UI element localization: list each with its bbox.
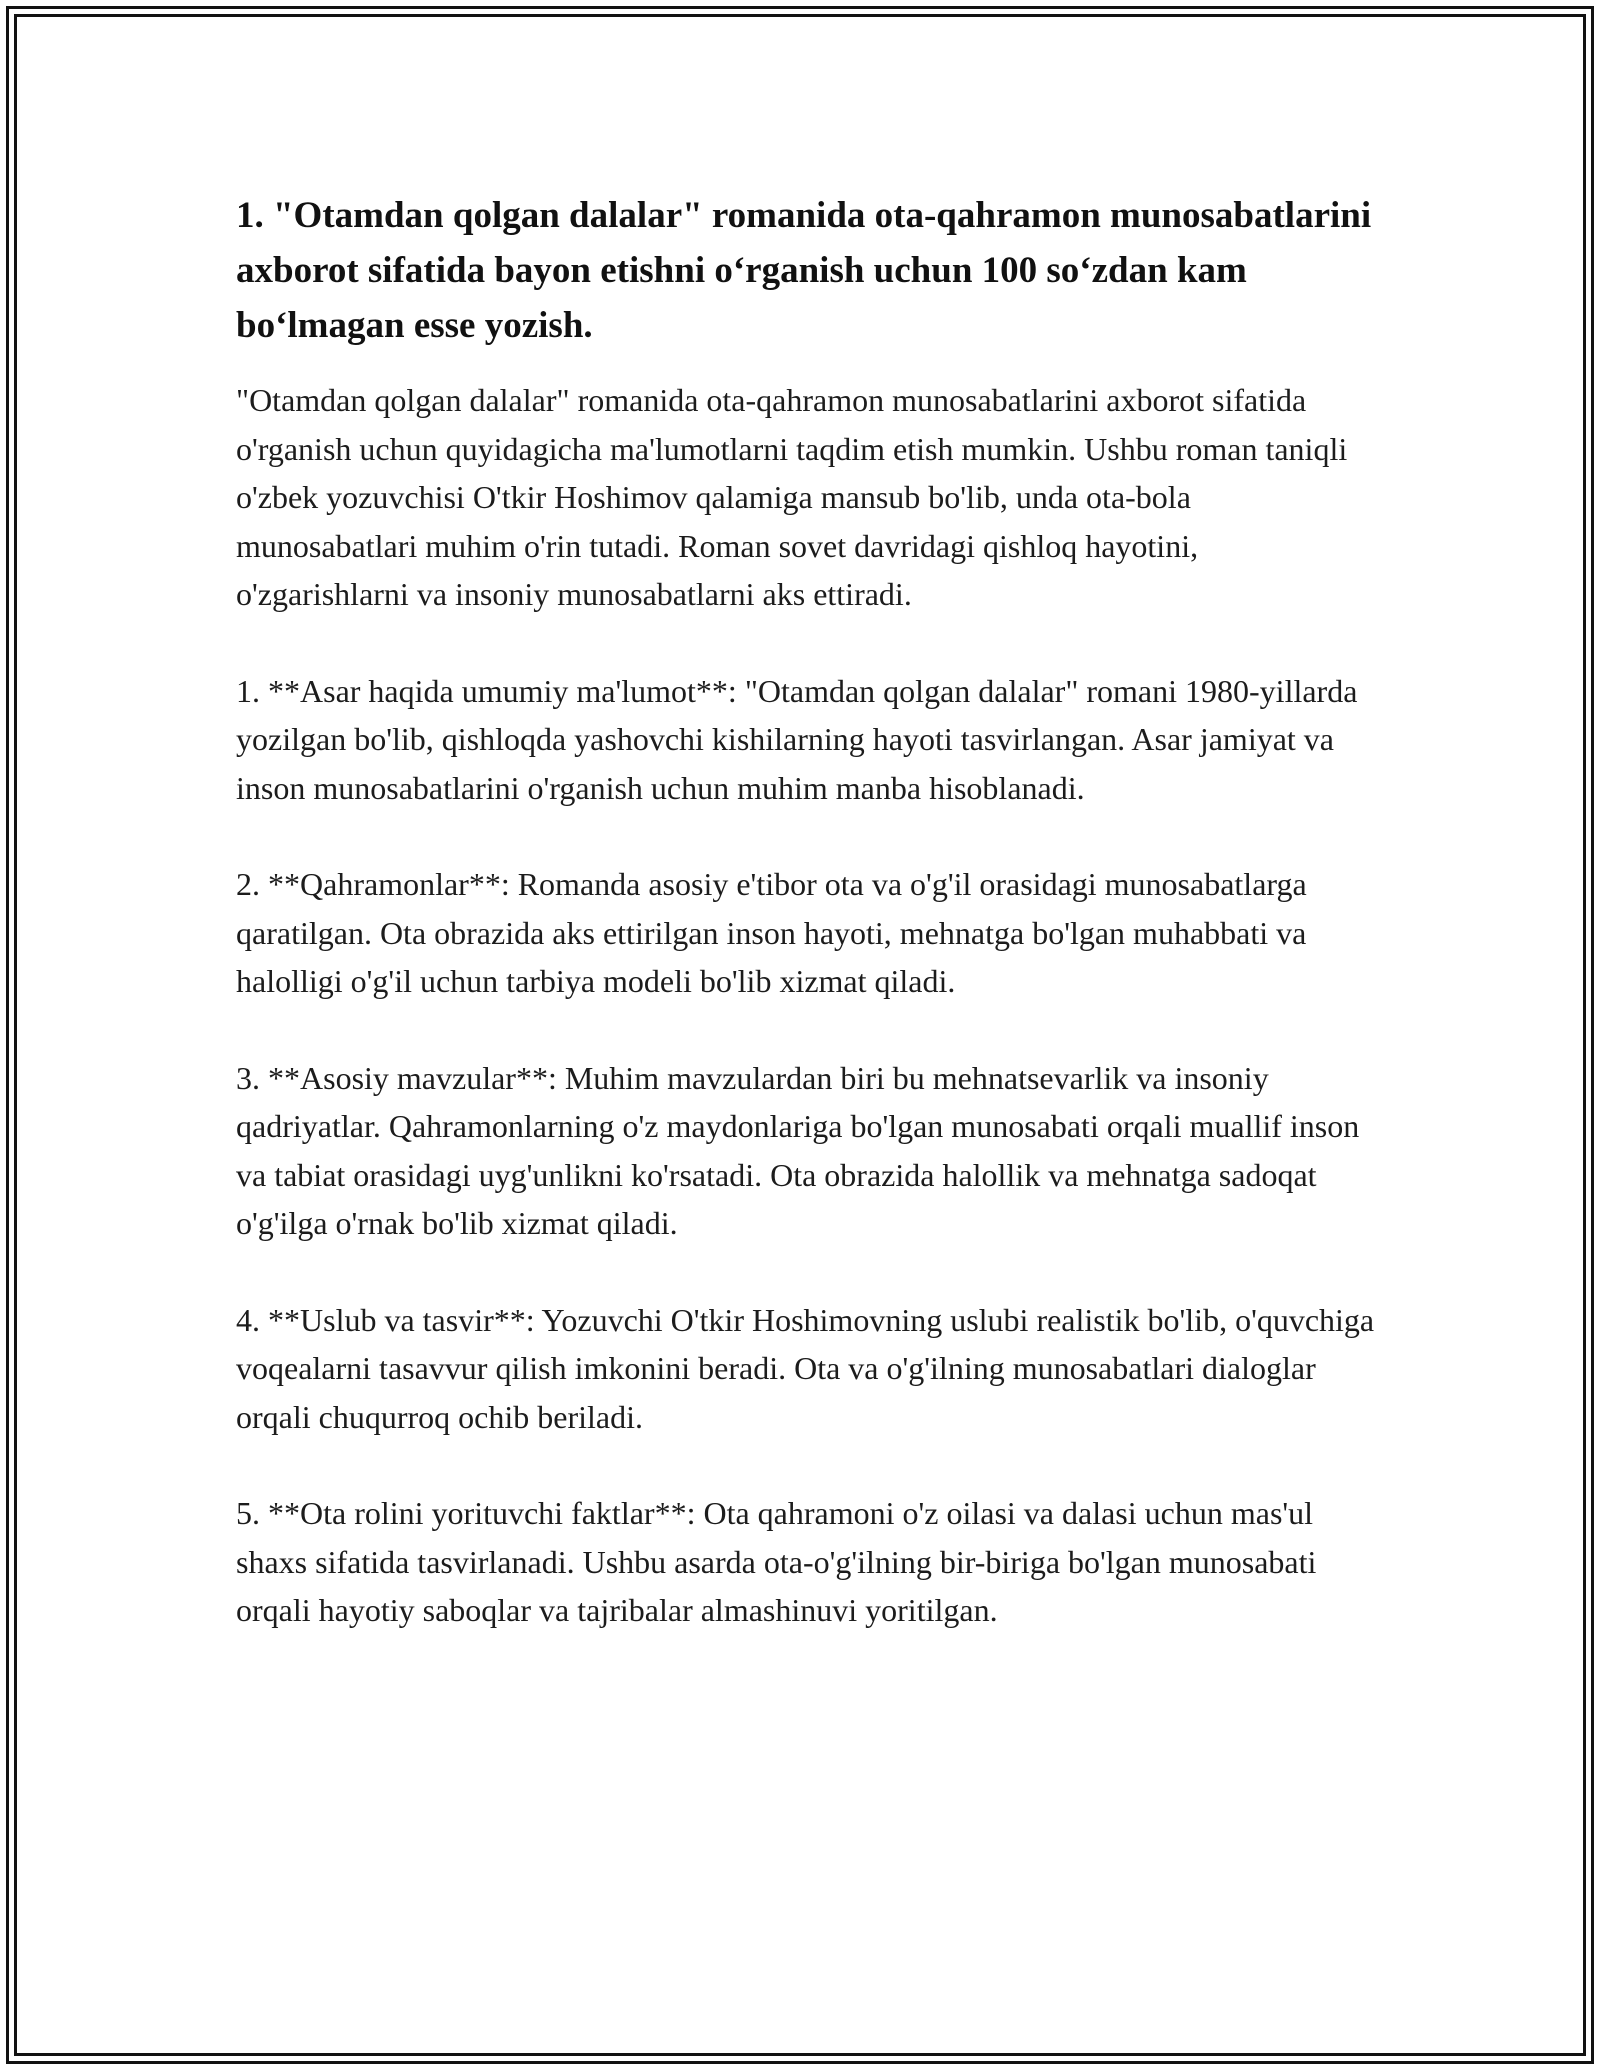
list-item-3: 3. **Asosiy mavzular**: Muhim mavzulardan biri bu mehnatsevarlik va insoniy qadriyatlar. Qahramonlarning o'z maydonlariga bo'lgan munosabati orqali muallif inson va tabiat orasidagi uyg'unlikni ko'rsatadi. Ota obrazida halollik va mehnatga sadoqat o'g'ilga o'rnak bo'lib xizmat qiladi.: [236, 1059, 1360, 1241]
list-item-5: 5. **Ota rolini yorituvchi faktlar**: Ota qahramoni o'z oilasi va dalasi uchun mas'ul shaxs sifatida tasvirlanadi. Ushbu asarda ota-o'g'ilning bir-biriga bo'lgan munosabati orqali hayotiy saboqlar va tajribalar almashinuvi yoritilgan.: [236, 1495, 1317, 1628]
document-body: [236, 188, 1376, 1635]
list-item-4: 4. **Uslub va tasvir**: Yozuvchi O'tkir Hoshimovning uslubi realistik bo'lib, o'quvchiga voqealarni tasavvur qilish imkonini beradi. Ota va o'g'ilning munosabatlari dialoglar orqali chuqurroq ochib beriladi.: [236, 1301, 1375, 1435]
list-item-1: 1. **Asar haqida umumiy ma'lumot**: "Otamdan qolgan dalalar" romani 1980-yillarda yozilgan bo'lib, qishloqda yashovchi kishilarning hayoti tasvirlangan. Asar jamiyat va inson munosabatlarini o'rganish uchun muhim manba hisoblanadi.: [236, 672, 1358, 806]
essay-title: 1. "Otamdan qolgan dalalar" romanida ota-qahramon munosabatlarini axborot sifatida bayon etishni o‘rganish uchun 100 so‘zdan kam bo‘lmagan esse yozish.: [236, 195, 1372, 346]
list-item-2: 2. **Qahramonlar**: Romanda asosiy e'tibor ota va o'g'il orasidagi munosabatlarga qaratilgan. Ota obrazida aks ettirilgan inson hayoti, mehnatga bo'lgan muhabbati va halolligi o'g'il uchun tarbiya modeli bo'lib xizmat qiladi.: [236, 866, 1307, 999]
intro-paragraph: "Otamdan qolgan dalalar" romanida ota-qahramon munosabatlarini axborot sifatida o'rganish uchun quyidagicha ma'lumotlarni taqdim etish mumkin. Ushbu roman taniqli o'zbek yozuvchisi O'tkir Hoshimov qalamiga mansub bo'lib, unda ota-bola munosabatlari muhim o'rin tutadi. Roman sovet davridagi qishloq hayotini, o'zgarishlarni va insoniy munosabatlarni aks ettiradi.: [236, 382, 1348, 612]
